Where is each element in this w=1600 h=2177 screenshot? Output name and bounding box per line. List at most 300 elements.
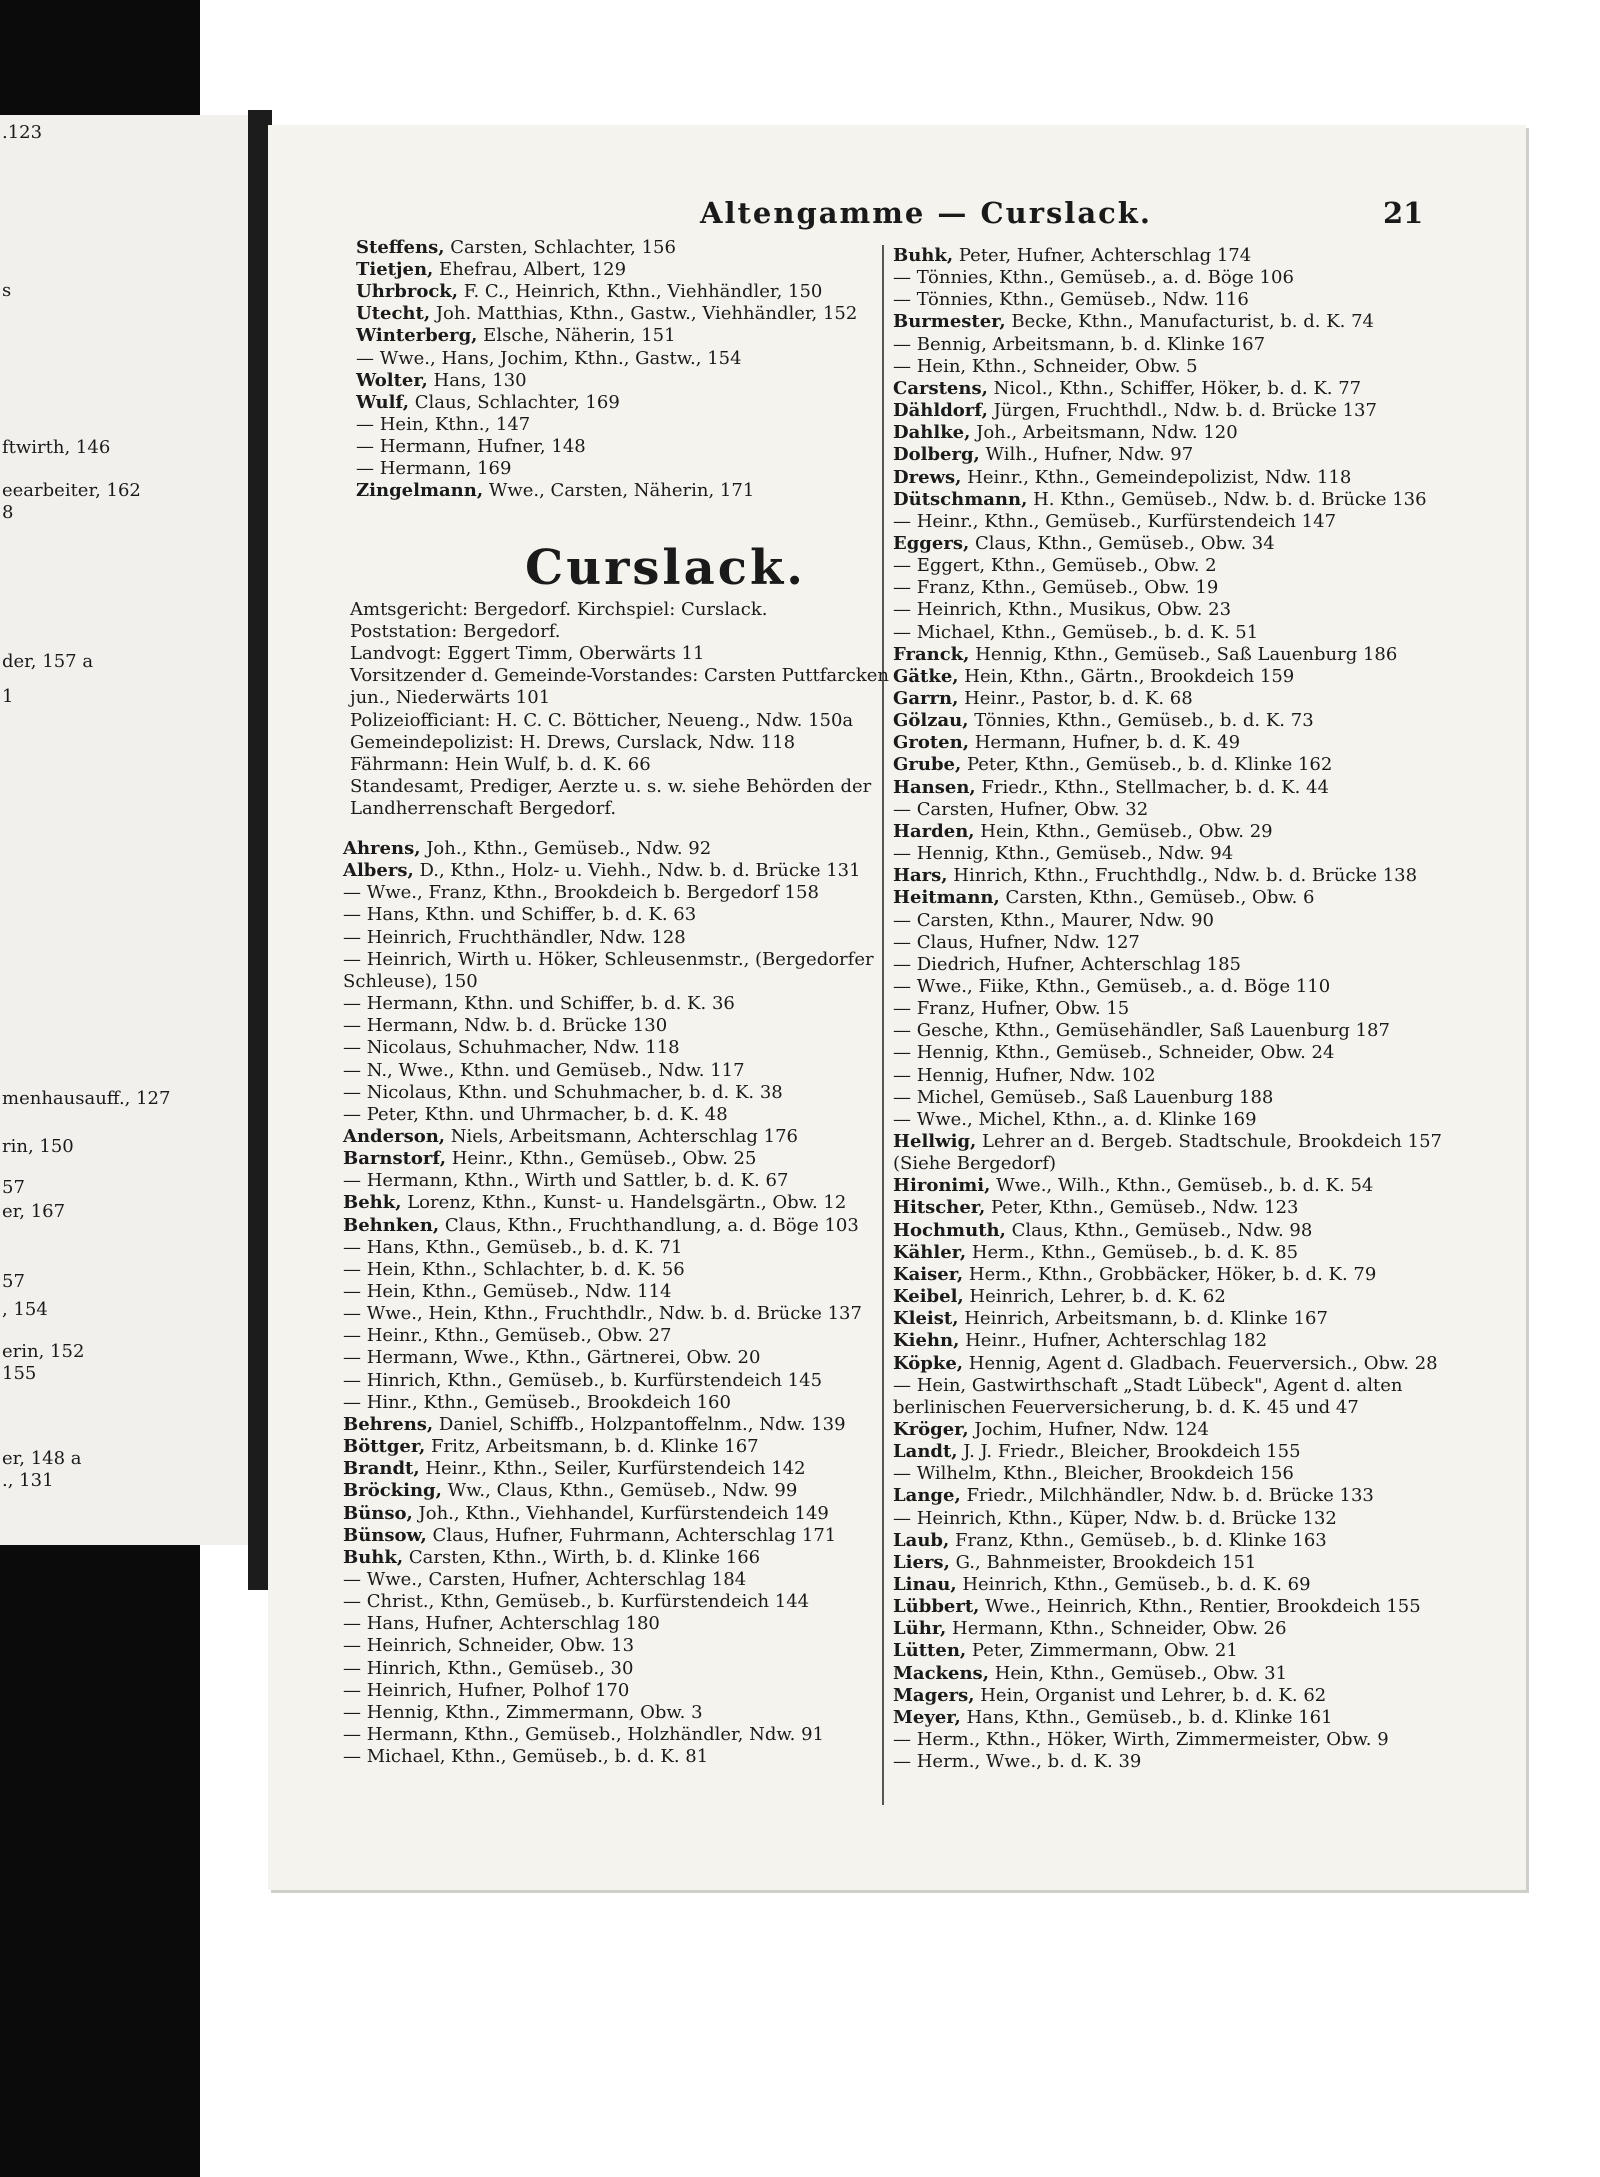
entry-text: Gemeindepolizist: H. Drews, Curslack, Ndw. 118 [350,731,796,753]
entry-text: — Hans, Hufner, Achterschlag 180 [343,1613,660,1635]
entry-text: — Hermann, 169 [356,458,512,479]
entry-line [356,480,754,502]
entry-line [893,577,1218,599]
entry-line [893,754,1332,776]
entry-text: — Wwe., Fiike, Kthn., Gemüseb., a. d. Böge 110 [893,975,1331,997]
entry-name: Lühr, [893,1618,947,1640]
entry-line [893,1397,1359,1419]
entry-line [893,378,1361,400]
entry-line [350,665,889,687]
entry-text: H. Kthn., Gemüseb., Ndw. b. d. Brücke 136 [1027,488,1427,510]
entry-line [343,1436,759,1458]
entry-line [343,1281,672,1303]
entry-text: — Hans, Kthn., Gemüseb., b. d. K. 71 [343,1236,683,1258]
entry-name: Buhk, [343,1546,404,1568]
entry-text: — Hein, Kthn., Schlachter, b. d. K. 56 [343,1258,685,1280]
entry-line [893,1286,1226,1308]
entry-name: Dahlke, [893,422,971,444]
entry-text: — Hinrich, Kthn., Gemüseb., b. Kurfürstendeich 145 [343,1369,823,1391]
entry-text: Claus, Hufner, Fuhrmann, Achterschlag 171 [426,1524,837,1546]
entry-name: Hochmuth, [893,1219,1006,1241]
entry-line [343,927,686,949]
entry-line [893,688,1193,710]
entry-line [343,1060,745,1082]
entry-line [343,1480,797,1502]
entry-line [893,777,1329,799]
entry-name: Kröger, [893,1418,969,1440]
entry-text: — Carsten, Hufner, Obw. 32 [893,798,1149,820]
entry-line [343,1015,667,1037]
entry-text: — Hennig, Kthn., Zimmermann, Obw. 3 [343,1701,703,1723]
entry-text: — Bennig, Arbeitsmann, b. d. Klinke 167 [893,333,1266,355]
entry-name: Barnstorf, [343,1148,446,1170]
entry-line [893,1596,1421,1618]
entry-line [343,1259,685,1281]
left-page-fragment: s [2,280,12,301]
entry-text: — Heinrich, Kthn., Musikus, Obw. 23 [893,599,1232,621]
entry-line [893,666,1294,688]
entry-line [343,838,711,860]
entry-line [350,732,795,754]
entry-line [350,754,651,776]
entry-text: Heinrich, Kthn., Gemüseb., b. d. K. 69 [956,1574,1311,1595]
entry-text: — Wilhelm, Kthn., Bleicher, Brookdeich 156 [893,1463,1294,1485]
entry-text: Hennig, Agent d. Gladbach. Feuerversich., Obw. 28 [963,1352,1438,1374]
entry-text: Amtsgericht: Bergedorf. Kirchspiel: Curslack. [350,599,768,620]
entry-text: — Christ., Kthn, Gemüseb., b. Kurfürstendeich 144 [343,1591,810,1613]
entry-text: — Hinrich, Kthn., Gemüseb., 30 [343,1657,634,1679]
entry-text: — Wwe., Hein, Kthn., Fruchthdlr., Ndw. b. d. Brücke 137 [343,1303,862,1325]
entry-text: Carsten, Schlachter, 156 [444,237,676,258]
entry-line [893,843,1233,865]
entry-line [893,1419,1209,1441]
entry-name: Meyer, [893,1706,961,1728]
entry-text: — Peter, Kthn. und Uhrmacher, b. d. K. 48 [343,1103,728,1125]
entry-line [343,1148,756,1170]
entry-line [356,281,822,303]
left-page-fragment: eearbeiter, 162 [2,480,141,501]
entry-line [356,259,626,281]
entry-text: Wwe., Carsten, Näherin, 171 [483,480,755,502]
entry-line [343,1680,629,1702]
entry-line [350,776,871,798]
entry-line [343,1635,634,1657]
entry-text: Heinr., Pastor, b. d. K. 68 [958,688,1193,709]
entry-line [893,245,1251,267]
entry-name: Albers, [343,860,414,882]
entry-text: — Heinrich, Kthn., Küper, Ndw. b. d. Brücke 132 [893,1507,1337,1529]
entry-text: Hermann, Hufner, b. d. K. 49 [968,732,1241,754]
entry-text: Heinr., Kthn., Seiler, Kurfürstendeich 142 [419,1458,806,1480]
entry-line [343,1525,836,1547]
entry-line [893,533,1275,555]
entry-line [343,1104,728,1126]
entry-name: Böttger, [343,1436,426,1458]
left-page-fragment: ftwirth, 146 [2,437,111,458]
left-page-fragment: 1 [2,686,14,707]
entry-line [343,971,478,993]
left-page-fragment: ., 131 [2,1470,54,1491]
entry-line [343,882,819,904]
entry-line [893,1375,1402,1397]
entry-line [893,932,1140,954]
entry-line [893,887,1315,909]
entry-text: Hein, Kthn., Gemüseb., Obw. 31 [988,1662,1288,1684]
entry-line [893,1441,1301,1463]
entry-line [343,1458,806,1480]
entry-line [893,1463,1294,1485]
entry-line [356,392,620,414]
entry-text: Schleuse), 150 [343,970,478,992]
entry-text: — Wwe., Michel, Kthn., a. d. Klinke 169 [893,1108,1257,1130]
entry-line [893,1065,1156,1087]
left-page-fragment: er, 167 [2,1201,66,1222]
entry-line [343,1192,846,1214]
entry-line [893,1530,1327,1552]
entry-line [343,1303,862,1325]
entry-text: Nicol., Kthn., Schiffer, Höker, b. d. K. 77 [987,377,1362,399]
entry-line [893,1087,1273,1109]
entry-text: Herm., Kthn., Gemüseb., b. d. K. 85 [966,1241,1299,1263]
entry-line [343,1347,760,1369]
entry-text: Elsche, Näherin, 151 [477,325,676,347]
entry-line [343,1547,760,1569]
entry-line [893,1175,1373,1197]
entry-line [893,1618,1287,1640]
entry-line [350,710,853,732]
entry-line [350,643,704,665]
entry-line [893,311,1374,333]
entry-text: Wwe., Wilh., Kthn., Gemüseb., b. d. K. 54 [990,1175,1374,1197]
entry-line [356,237,676,259]
entry-text: — Hennig, Kthn., Gemüseb., Schneider, Obw. 24 [893,1042,1335,1064]
entry-text: Heinrich, Arbeitsmann, b. d. Klinke 167 [958,1308,1328,1330]
entry-text: Vorsitzender d. Gemeinde-Vorstandes: Carsten Puttfarcken [350,665,889,687]
entry-name: Keibel, [893,1286,964,1308]
entry-name: Kaiser, [893,1263,964,1285]
entry-name: Wolter, [356,369,428,391]
entry-line [893,444,1193,466]
entry-text: Peter, Kthn., Gemüseb., b. d. Klinke 162 [961,754,1333,776]
entry-name: Utecht, [356,303,431,325]
entry-text: — Heinrich, Wirth u. Höker, Schleusenmstr., (Bergedorfer [343,948,874,970]
entry-text: Hennig, Kthn., Gemüseb., Saß Lauenburg 186 [969,643,1398,665]
entry-name: Behrens, [343,1413,434,1435]
left-page-fragment: er, 148 a [2,1448,82,1469]
entry-line [893,1640,1238,1662]
entry-text: — Hennig, Kthn., Gemüseb., Ndw. 94 [893,843,1234,865]
entry-line [356,348,742,370]
entry-line [356,458,511,480]
entry-text: — Michael, Kthn., Gemüseb., b. d. K. 51 [893,621,1259,643]
entry-name: Kiehn, [893,1330,960,1352]
entry-text: Franz, Kthn., Gemüseb., b. d. Klinke 163 [949,1529,1327,1551]
entry-line [893,1508,1337,1530]
entry-text: Peter, Zimmermann, Obw. 21 [966,1640,1238,1662]
entry-name: Köpke, [893,1352,964,1374]
entry-line [350,687,550,709]
entry-text: Carsten, Kthn., Wirth, b. d. Klinke 166 [403,1546,761,1568]
entry-line [356,325,676,347]
entry-name: Laub, [893,1529,950,1551]
entry-text: — Carsten, Kthn., Maurer, Ndw. 90 [893,909,1214,931]
section-title: Curslack. [525,540,806,596]
entry-line [893,1109,1257,1131]
entry-line [893,1707,1333,1729]
entry-name: Eggers, [893,532,970,554]
entry-text: Joh., Kthn., Viehhandel, Kurfürstendeich 149 [412,1502,829,1524]
entry-name: Hansen, [893,776,976,798]
entry-line [893,910,1214,932]
entry-text: Wwe., Heinrich, Kthn., Rentier, Brookdeich 155 [979,1596,1421,1618]
entry-text: (Siehe Bergedorf) [893,1153,1057,1175]
entry-line [893,267,1294,289]
entry-line [893,555,1217,577]
entry-line [893,1685,1326,1707]
entry-text: Hein, Organist und Lehrer, b. d. K. 62 [974,1684,1327,1706]
entry-line [893,1663,1287,1685]
entry-line [350,798,616,820]
entry-text: — Herm., Wwe., b. d. K. 39 [893,1751,1142,1773]
entry-name: Lange, [893,1485,961,1507]
entry-text: Peter, Kthn., Gemüseb., Ndw. 123 [985,1197,1299,1219]
entry-line [343,1658,633,1680]
entry-text: — Nicolaus, Kthn. und Schuhmacher, b. d. K. 38 [343,1081,783,1103]
entry-text: — Hermann, Kthn. und Schiffer, b. d. K. 36 [343,993,735,1015]
entry-line [343,1414,846,1436]
entry-line [893,1264,1376,1286]
entry-name: Dütschmann, [893,488,1028,510]
entry-name: Tietjen, [356,259,434,281]
entry-line [350,599,767,621]
entry-text: F. C., Heinrich, Kthn., Viehhändler, 150 [458,281,823,303]
entry-line [893,422,1238,444]
entry-text: Friedr., Milchhändler, Ndw. b. d. Brücke 133 [960,1485,1374,1507]
entry-text: Heinrich, Lehrer, b. d. K. 62 [963,1286,1226,1308]
entry-line [893,1308,1328,1330]
entry-line [343,1591,809,1613]
entry-text: Claus, Kthn., Fruchthandlung, a. d. Böge 103 [439,1214,859,1236]
entry-text: Herm., Kthn., Grobbäcker, Höker, b. d. K. 79 [963,1263,1377,1285]
entry-text: — Michel, Gemüseb., Saß Lauenburg 188 [893,1086,1274,1108]
entry-line [893,1131,1442,1153]
left-page-edge [0,115,255,1545]
entry-text: — Hermann, Kthn., Wirth und Sattler, b. d. K. 67 [343,1170,789,1192]
entry-text: — Tönnies, Kthn., Gemüseb., Ndw. 116 [893,289,1249,311]
entry-line [893,1197,1299,1219]
entry-text: Claus, Kthn., Gemüseb., Obw. 34 [969,532,1275,554]
entry-name: Zingelmann, [356,480,484,502]
entry-name: Grube, [893,754,962,776]
entry-line [356,436,586,458]
entry-text: — Heinr., Kthn., Gemüseb., Obw. 27 [343,1325,672,1347]
entry-line [343,904,696,926]
entry-text: — Claus, Hufner, Ndw. 127 [893,931,1140,953]
entry-line [893,1751,1141,1773]
entry-name: Steffens, [356,237,445,258]
entry-text: — Hein, Kthn., Schneider, Obw. 5 [893,355,1198,377]
entry-text: jun., Niederwärts 101 [350,687,551,709]
entry-line [893,1020,1390,1042]
entry-line [343,1392,731,1414]
entry-line [343,949,874,971]
entry-text: Tönnies, Kthn., Gemüseb., b. d. K. 73 [968,710,1314,732]
entry-text: Hermann, Kthn., Schneider, Obw. 26 [946,1618,1287,1640]
entry-line [893,599,1231,621]
entry-name: Anderson, [343,1125,446,1147]
left-page-fragment: menhausauff., 127 [2,1088,171,1109]
entry-text: — Hermann, Ndw. b. d. Brücke 130 [343,1015,668,1037]
entry-text: Carsten, Kthn., Gemüseb., Obw. 6 [999,887,1315,909]
entry-text: — Hein, Kthn., Gemüseb., Ndw. 114 [343,1281,672,1302]
entry-text: Claus, Kthn., Gemüseb., Ndw. 98 [1005,1219,1313,1241]
entry-line [343,1170,788,1192]
entry-text: Becke, Kthn., Manufacturist, b. d. K. 74 [1005,311,1374,333]
entry-line [343,1215,859,1237]
entry-line [893,821,1273,843]
entry-line [356,370,527,392]
entry-line [893,1330,1267,1352]
entry-line [356,414,530,436]
entry-name: Lütten, [893,1640,967,1662]
entry-line [893,710,1314,732]
entry-line [343,1370,822,1392]
entry-line [893,1552,1256,1574]
entry-name: Dolberg, [893,444,980,466]
entry-text: Heinr., Kthn., Gemeindepolizist, Ndw. 118 [961,466,1352,488]
entry-line [893,622,1258,644]
entry-line [893,998,1129,1020]
entry-text: — Franz, Hufner, Obw. 15 [893,998,1130,1020]
entry-name: Heitmann, [893,887,1000,909]
entry-text: — Hermann, Hufner, 148 [356,435,586,457]
entry-name: Harden, [893,820,975,842]
entry-line [343,1126,798,1148]
left-page-fragment: , 154 [2,1299,48,1320]
entry-name: Hitscher, [893,1197,986,1219]
entry-text: — Wwe., Hans, Jochim, Kthn., Gastw., 154 [356,347,742,369]
entry-name: Hironimi, [893,1175,991,1197]
entry-line [343,1569,746,1591]
entry-line [893,400,1377,422]
left-page-fragment: .123 [2,122,43,143]
entry-text: — Hermann, Wwe., Kthn., Gärtnerei, Obw. 20 [343,1347,761,1369]
entry-name: Lübbert, [893,1596,980,1618]
entry-line [343,993,735,1015]
entry-name: Gätke, [893,665,959,687]
entry-text: Heinr., Kthn., Gemüseb., Obw. 25 [446,1148,757,1170]
entry-text: Hinrich, Kthn., Fruchthdlg., Ndw. b. d. Brücke 138 [947,865,1418,887]
entry-name: Wulf, [356,391,410,413]
entry-text: — Nicolaus, Schuhmacher, Ndw. 118 [343,1037,680,1059]
page-number: 21 [1383,196,1424,230]
entry-name: Kähler, [893,1241,967,1263]
left-page-fragment: 8 [2,502,14,523]
entry-line [893,489,1427,511]
entry-text: — Heinrich, Fruchthändler, Ndw. 128 [343,926,686,948]
entry-line [893,954,1241,976]
entry-line [343,1746,708,1768]
entry-name: Bünso, [343,1502,413,1524]
entry-name: Buhk, [893,245,954,266]
left-page-fragment: der, 157 a [2,651,94,672]
entry-name: Carstens, [893,377,988,399]
entry-text: Friedr., Kthn., Stellmacher, b. d. K. 44 [975,776,1329,798]
entry-line [893,289,1249,311]
entry-line [893,976,1330,998]
entry-text: Claus, Schlachter, 169 [409,391,620,413]
entry-text: Landvogt: Eggert Timm, Oberwärts 11 [350,643,705,665]
left-page-fragment: rin, 150 [2,1136,74,1157]
entry-text: Poststation: Bergedorf. [350,621,561,643]
entry-text: — Hans, Kthn. und Schiffer, b. d. K. 63 [343,904,697,926]
running-header: Altengamme — Curslack. [700,196,1152,230]
entry-text: Landherrenschaft Bergedorf. [350,797,617,819]
entry-text: — Hein, Kthn., 147 [356,413,531,435]
entry-name: Dähldorf, [893,400,988,422]
entry-line [893,732,1240,754]
entry-text: Ehefrau, Albert, 129 [433,259,627,281]
entry-text: Hans, 130 [427,369,527,391]
entry-text: — Franz, Kthn., Gemüseb., Obw. 19 [893,577,1219,599]
entry-line [343,1237,682,1259]
entry-name: Ahrens, [343,838,421,859]
entry-text: Heinr., Hufner, Achterschlag 182 [959,1330,1268,1352]
entry-line [893,467,1351,489]
entry-text: — Hein, Gastwirthschaft „Stadt Lübeck", Agent d. alten [893,1374,1403,1396]
entry-text: — Heinr., Kthn., Gemüseb., Kurfürstendeich 147 [893,510,1337,532]
entry-line [893,1220,1312,1242]
entry-name: Uhrbrock, [356,281,459,303]
entry-text: J. J. Friedr., Bleicher, Brookdeich 155 [957,1441,1301,1463]
entry-text: G., Bahnmeister, Brookdeich 151 [949,1551,1257,1573]
column-divider [882,245,884,1805]
entry-text: — Heinrich, Hufner, Polhof 170 [343,1679,630,1701]
entry-line [893,865,1417,887]
entry-line [350,621,560,643]
entry-line [893,1353,1438,1375]
entry-line [356,303,857,325]
entry-text: — Diedrich, Hufner, Achterschlag 185 [893,953,1241,975]
entry-text: Fritz, Arbeitsmann, b. d. Klinke 167 [425,1436,759,1458]
entry-line [893,334,1265,356]
entry-name: Drews, [893,466,962,488]
entry-text: Peter, Hufner, Achterschlag 174 [953,245,1252,266]
entry-text: Niels, Arbeitsmann, Achterschlag 176 [445,1125,798,1147]
entry-line [893,1153,1056,1175]
entry-line [343,1613,660,1635]
entry-name: Gölzau, [893,710,969,732]
entry-name: Brandt, [343,1458,420,1480]
entry-text: Joh. Matthias, Kthn., Gastw., Viehhändler, 152 [430,303,858,325]
entry-text: — Gesche, Kthn., Gemüsehändler, Saß Lauenburg 187 [893,1020,1390,1042]
entry-text: — Heinrich, Schneider, Obw. 13 [343,1635,635,1657]
entry-line [343,1702,703,1724]
entry-text: D., Kthn., Holz- u. Viehh., Ndw. b. d. Brücke 131 [413,860,861,882]
left-page-fragment: 57 [2,1271,25,1292]
entry-text: Joh., Arbeitsmann, Ndw. 120 [970,422,1238,444]
entry-name: Bröcking, [343,1480,442,1502]
entry-text: Lehrer an d. Bergeb. Stadtschule, Brookdeich 157 [976,1131,1442,1152]
entry-name: Behnken, [343,1214,440,1236]
entry-line [343,1325,671,1347]
entry-text: — Wwe., Carsten, Hufner, Achterschlag 184 [343,1568,747,1590]
entry-text: — Michael, Kthn., Gemüseb., b. d. K. 81 [343,1746,709,1768]
entry-name: Mackens, [893,1662,989,1684]
entry-line [893,644,1397,666]
entry-name: Liers, [893,1551,950,1573]
entry-text: — Hinr., Kthn., Gemüseb., Brookdeich 160 [343,1391,731,1413]
